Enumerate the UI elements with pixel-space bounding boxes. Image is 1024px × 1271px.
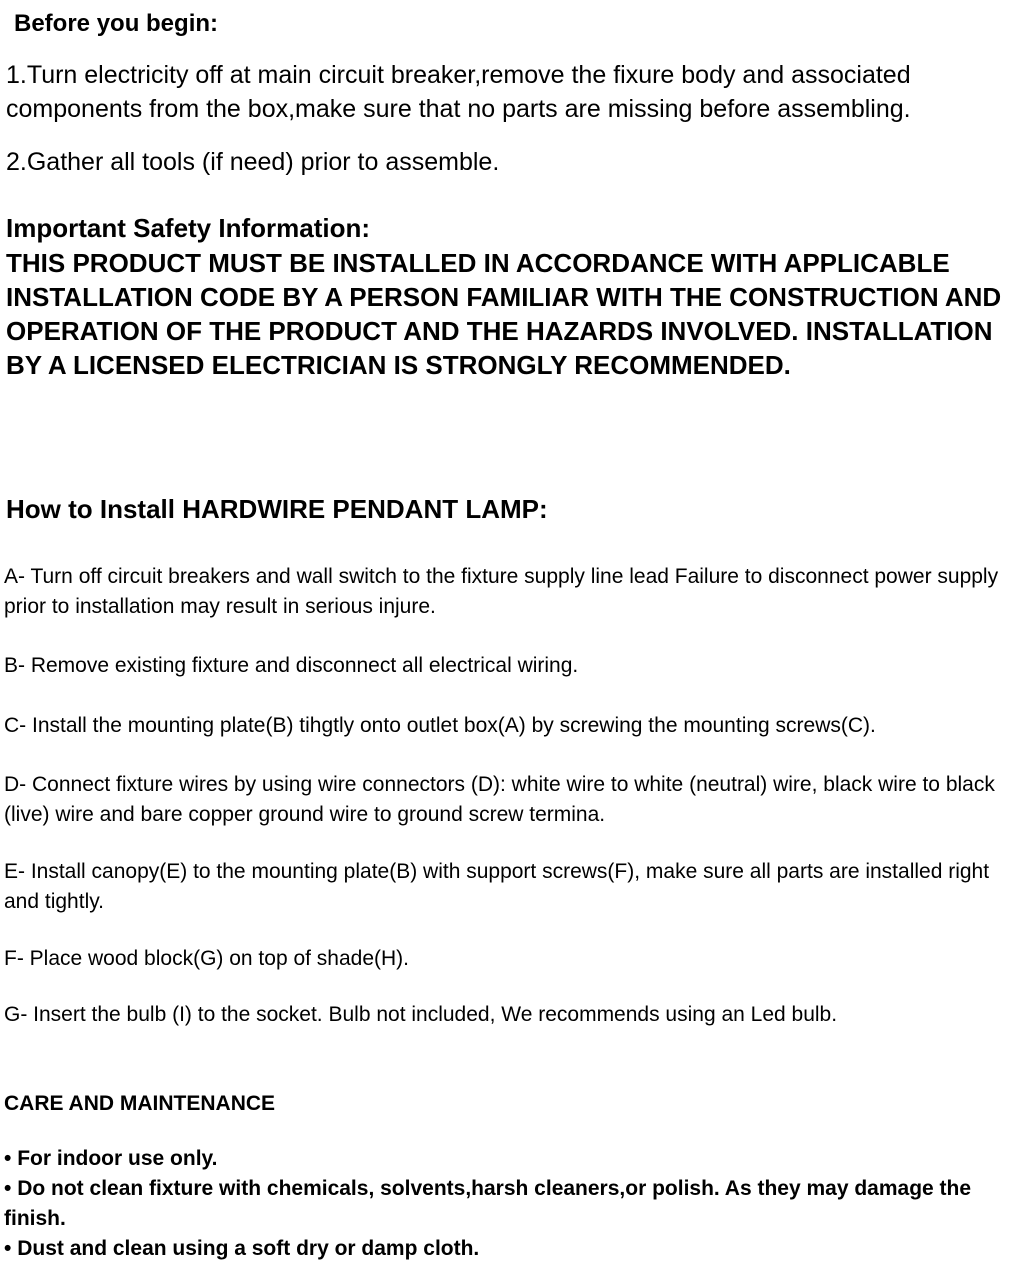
before-step-1: 1.Turn electricity off at main circuit breaker,remove the fixure body and associated components from the box,make sure that no parts are missing before assembling.: [6, 61, 911, 123]
bullet-icon: •: [4, 1147, 12, 1170]
care-item-indoor: [4, 1144, 1020, 1174]
install-step-g: G- Insert the bulb (I) to the socket. Bulb not included, We recommends using an Led bulb.: [4, 1003, 838, 1026]
bullet-icon: •: [4, 1237, 12, 1260]
before-you-begin-heading: Before you begin:: [14, 10, 219, 37]
safety-warning-text: THIS PRODUCT MUST BE INSTALLED IN ACCORDANCE WITH APPLICABLE INSTALLATION CODE BY A PERSON FAMILIAR WITH THE CONSTRUCTION AND OPERATION OF THE PRODUCT AND THE HAZARDS INVOLVED. INSTALLATION BY A LICENSED ELECTRICIAN IS STRONGLY RECOMMENDED.: [6, 248, 1002, 380]
install-step-f: F- Place wood block(G) on top of shade(H).: [4, 947, 410, 970]
install-step-b: B- Remove existing fixture and disconnect all electrical wiring.: [4, 654, 579, 677]
install-step-c: C- Install the mounting plate(B) tihgtly onto outlet box(A) by screwing the mounting screws(C).: [4, 714, 876, 737]
care-item-text: For indoor use only.: [17, 1147, 218, 1170]
care-item-dust: [4, 1234, 1020, 1264]
install-step-e: E- Install canopy(E) to the mounting plate(B) with support screws(F), make sure all parts are installed right and tightly.: [4, 860, 990, 913]
care-list: [4, 1144, 1020, 1264]
care-item-text: Do not clean fixture with chemicals, solvents,harsh cleaners,or polish. As they may damage the finish.: [4, 1177, 972, 1230]
care-item-chemicals: [4, 1174, 1020, 1234]
bullet-icon: •: [4, 1177, 12, 1200]
before-step-2: 2.Gather all tools (if need) prior to assemble.: [6, 148, 500, 176]
install-step-d: D- Connect fixture wires by using wire connectors (D): white wire to white (neutral) wire, black wire to black (live) wire and bare copper ground wire to ground screw termina.: [4, 773, 995, 826]
care-heading: CARE AND MAINTENANCE: [4, 1092, 276, 1115]
safety-heading: Important Safety Information:: [6, 213, 371, 243]
install-heading: How to Install HARDWIRE PENDANT LAMP:: [6, 494, 548, 524]
care-item-text: Dust and clean using a soft dry or damp cloth.: [17, 1237, 480, 1260]
install-step-a: A- Turn off circuit breakers and wall switch to the fixture supply line lead Failure to disconnect power supply prior to installation may result in serious injure.: [4, 565, 999, 618]
